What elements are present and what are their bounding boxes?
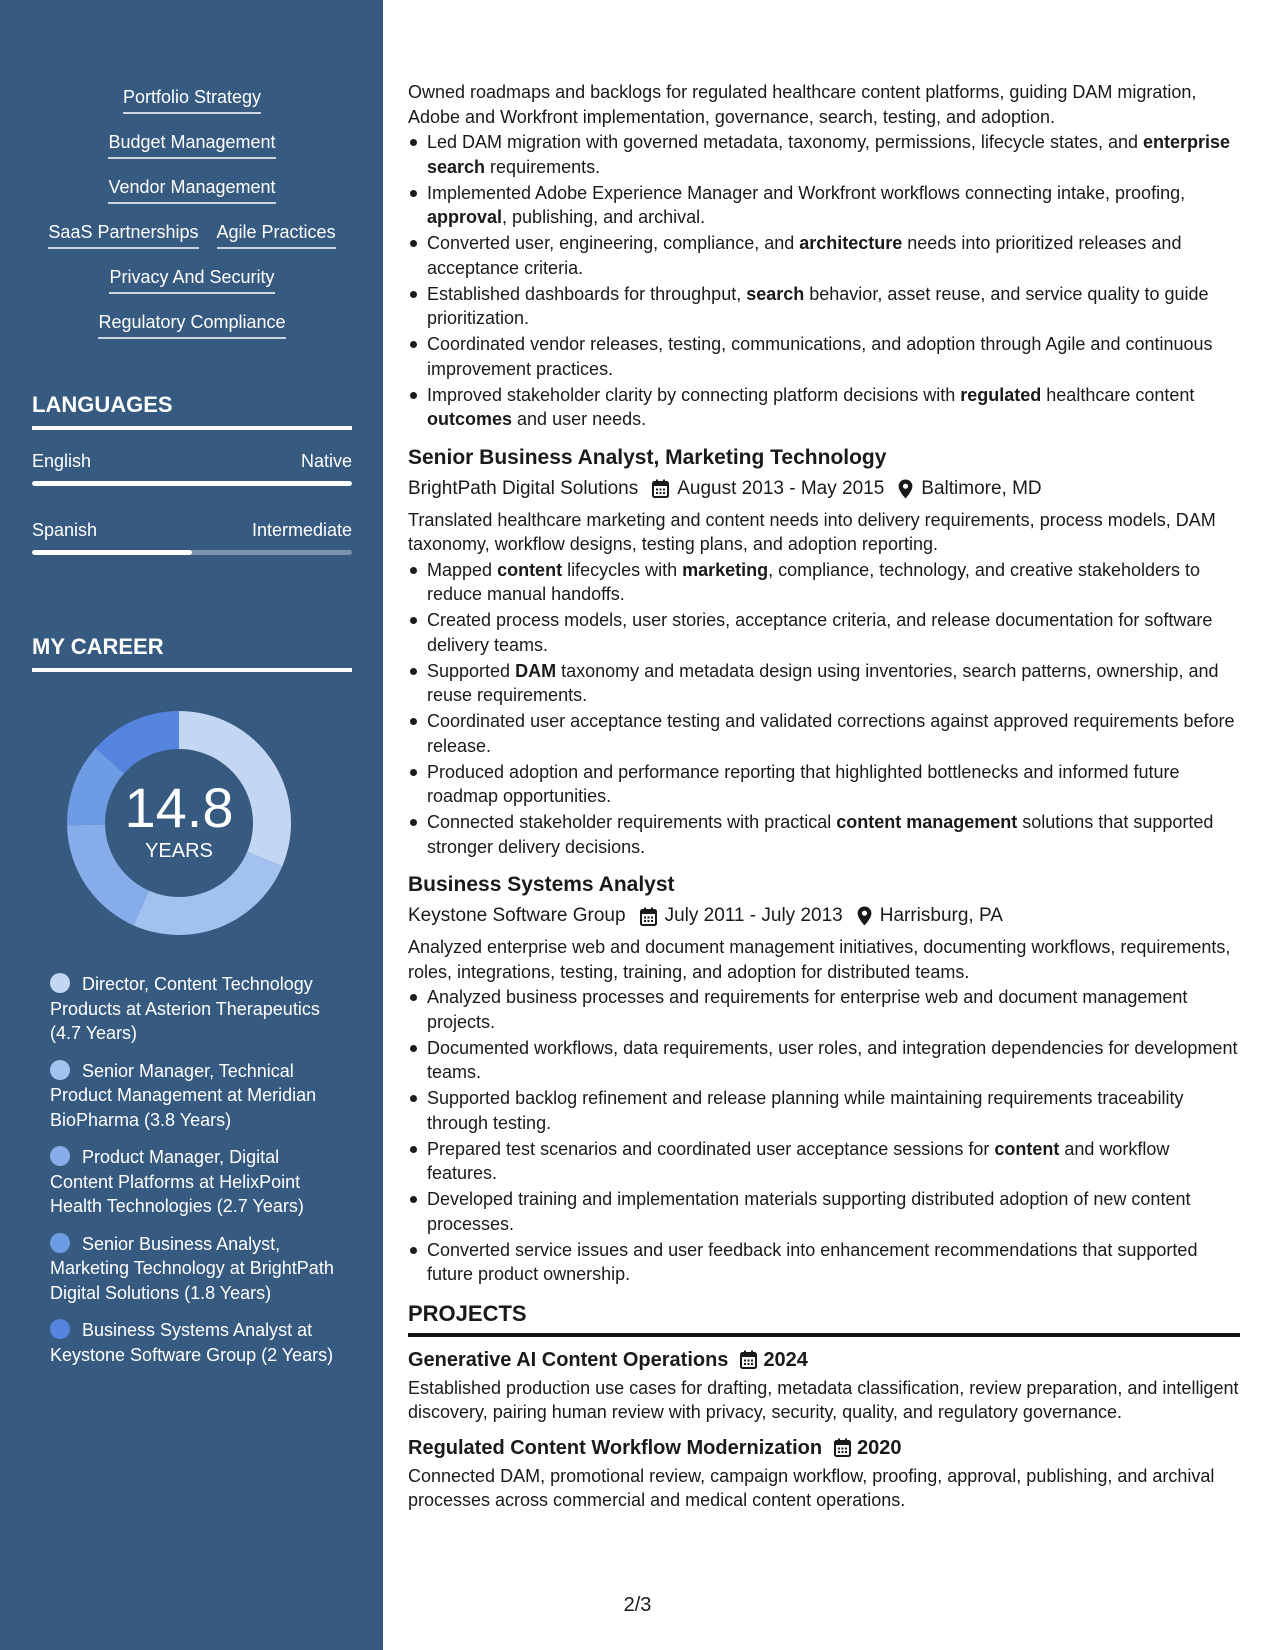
job-summary: Owned roadmaps and backlogs for regulated healthcare content platforms, guiding DAM migration, Adobe and Workfront implementation, governance, search, testing, and adoption.: [408, 82, 1197, 127]
skill-tag: SaaS Partnerships: [48, 221, 198, 249]
sidebar: [0, 0, 383, 1650]
bold-keyword: regulated: [960, 384, 1042, 405]
job-entry: [408, 872, 1240, 1287]
job-bullets: [408, 558, 1240, 860]
bullet-item: [408, 1238, 1240, 1287]
project-description: Connected DAM, promotional review, campaign workflow, proofing, approval, publishing, and archival processes across commercial and medical content operations.: [408, 1465, 1215, 1510]
bullet-text: solutions that supported stronger delivery decisions.: [427, 812, 1214, 857]
job-title: Senior Business Analyst, Marketing Technology: [408, 445, 887, 469]
project-title: Regulated Content Workflow Modernization: [408, 1436, 823, 1459]
language-level: Native: [300, 451, 352, 471]
bullet-text: Coordinated user acceptance testing and validated corrections against approved requirements before release.: [427, 711, 1235, 756]
language-proficiency-bar: [32, 481, 352, 486]
bullet-item: [408, 985, 1240, 1034]
bullet-text: Coordinated vendor releases, testing, communications, and adoption through Agile and continuous improvement practices.: [427, 334, 1213, 379]
skill-tag: Vendor Management: [108, 176, 275, 204]
bullet-text: Supported: [427, 660, 516, 681]
projects-list: [408, 1347, 1240, 1513]
legend-dot: [50, 1233, 70, 1253]
bold-keyword: architecture: [799, 233, 903, 253]
experience-list: [408, 445, 1240, 1287]
job-dates: August 2013 - May 2015: [677, 477, 885, 499]
skill-tag: Agile Practices: [217, 221, 336, 249]
bullet-item: [408, 810, 1240, 859]
project-title-row: [408, 1347, 1240, 1373]
location-pin-icon: [857, 906, 872, 926]
job-bullets: [408, 130, 1240, 432]
bullet-text: Connected stakeholder requirements with practical: [427, 812, 837, 832]
language-spanish: [32, 519, 352, 555]
bold-keyword: search: [746, 283, 805, 304]
company-name: BrightPath Digital Solutions: [408, 477, 639, 499]
career-legend-text: Director, Content Technology Products at Asterion Therapeutics (4.7 Years): [50, 974, 320, 1043]
skill-tag: Regulatory Compliance: [98, 311, 285, 339]
bullet-text: behavior, asset reuse, and service quality to guide prioritization.: [427, 283, 1209, 328]
career-donut-chart: [67, 711, 291, 935]
bullet-text: healthcare content: [1041, 384, 1195, 405]
skills-list: [32, 86, 352, 356]
bullet-text: Mapped: [427, 559, 498, 580]
project-year: 2024: [763, 1348, 808, 1371]
career-legend-item: [50, 1059, 340, 1133]
job-entry: [408, 445, 1240, 860]
skill-tag: Budget Management: [108, 131, 275, 159]
calendar-icon: [640, 907, 657, 926]
career-legend-text: Senior Business Analyst, Marketing Technology at BrightPath Digital Solutions (1.8 Years): [50, 1233, 334, 1303]
language-english: [32, 450, 352, 486]
bullet-item: [408, 383, 1240, 432]
project-entry: [408, 1347, 1240, 1425]
bullet-text: and workflow features.: [427, 1138, 1170, 1183]
job-meta: [408, 903, 1240, 929]
bullet-text: Created process models, user stories, acceptance criteria, and release documentation for software delivery teams.: [427, 610, 1213, 655]
bullet-item: [408, 1187, 1240, 1236]
project-title-row: [408, 1435, 1240, 1461]
language-level: Intermediate: [251, 520, 352, 540]
career-total-years: 14.8: [124, 776, 234, 839]
languages-heading: LANGUAGES: [32, 392, 352, 430]
language-name: English: [32, 451, 92, 471]
bullet-text: Led DAM migration with governed metadata, taxonomy, permissions, lifecycle states, and: [427, 132, 1144, 152]
bullet-text: , publishing, and archival.: [502, 207, 706, 227]
language-proficiency-bar: [32, 550, 352, 555]
calendar-icon: [740, 1350, 757, 1369]
bold-keyword: DAM: [515, 660, 557, 681]
job-meta: [408, 476, 1240, 502]
bullet-item: [408, 558, 1240, 607]
job-summary: Analyzed enterprise web and document management initiatives, documenting workflows, requirements, roles, integrations, testing, training, and adoption for distributed teams.: [408, 937, 1231, 982]
career-legend-text: Business Systems Analyst at Keystone Software Group (2 Years): [50, 1320, 334, 1365]
career-legend-text: Senior Manager, Technical Product Management at Meridian BioPharma (3.8 Years): [50, 1060, 317, 1130]
projects-heading: PROJECTS: [408, 1301, 1240, 1337]
bullet-item: [408, 659, 1240, 708]
job-location: Baltimore, MD: [921, 477, 1042, 499]
location-pin-icon: [898, 479, 913, 499]
bullet-item: [408, 608, 1240, 657]
language-name: Spanish: [32, 520, 98, 540]
main-content: [408, 80, 1240, 1514]
bold-keyword: content management: [836, 812, 1018, 832]
project-description: Established production use cases for drafting, metadata classification, review preparation, and intelligent discovery, pairing human review with privacy, security, quality, and regulatory governance.: [408, 1377, 1239, 1422]
bullet-text: Implemented Adobe Experience Manager and Workfront workflows connecting intake, proofing,: [427, 182, 1186, 203]
bullet-item: [408, 1086, 1240, 1135]
career-legend-item: [50, 972, 340, 1046]
career-heading: MY CAREER: [32, 634, 352, 672]
bullet-item: [408, 709, 1240, 758]
skill-tag: Privacy And Security: [109, 266, 274, 294]
bullet-item: [408, 282, 1240, 331]
bullet-text: Developed training and implementation materials supporting distributed adoption of new content processes.: [427, 1189, 1191, 1234]
bullet-item: [408, 332, 1240, 381]
bullet-text: and user needs.: [512, 409, 647, 429]
bullet-text: Produced adoption and performance reporting that highlighted bottlenecks and informed future roadmap opportunities.: [427, 761, 1180, 806]
career-legend-item: [50, 1145, 340, 1219]
project-title: Generative AI Content Operations: [408, 1348, 729, 1371]
bold-keyword: outcomes: [427, 409, 513, 429]
bullet-text: needs into prioritized releases and acceptance criteria.: [427, 233, 1182, 278]
bullet-text: taxonomy and metadata design using inventories, search patterns, ownership, and reuse requirements.: [427, 660, 1219, 705]
calendar-icon: [834, 1438, 851, 1457]
bullet-text: Converted service issues and user feedback into enhancement recommendations that supported future product ownership.: [427, 1239, 1198, 1284]
bullet-item: [408, 130, 1240, 179]
project-year: 2020: [857, 1436, 902, 1459]
bullet-text: Prepared test scenarios and coordinated user acceptance sessions for: [427, 1138, 995, 1159]
bullet-text: lifecycles with: [562, 559, 683, 580]
bullet-text: Documented workflows, data requirements, user roles, and integration dependencies for development teams.: [427, 1037, 1238, 1082]
job-bullets: [408, 985, 1240, 1287]
bullet-text: Converted user, engineering, compliance, and: [427, 233, 800, 253]
legend-dot: [50, 1319, 70, 1339]
bold-keyword: content: [994, 1138, 1060, 1159]
job-title: Business Systems Analyst: [408, 873, 675, 896]
bold-keyword: approval: [427, 207, 503, 227]
career-total-unit: YEARS: [145, 840, 213, 862]
bullet-item: [408, 1137, 1240, 1186]
bullet-text: Established dashboards for throughput,: [427, 283, 747, 304]
career-legend: [50, 972, 340, 1380]
bullet-item: [408, 1036, 1240, 1085]
job-summary: Translated healthcare marketing and content needs into delivery requirements, process models, DAM taxonomy, workflow designs, testing plans, and adoption reporting.: [408, 509, 1216, 554]
legend-dot: [50, 973, 70, 993]
career-legend-item: [50, 1232, 340, 1306]
career-legend-text: Product Manager, Digital Content Platforms at HelixPoint Health Technologies (2.7 Years): [50, 1147, 304, 1216]
job-location: Harrisburg, PA: [879, 905, 1003, 926]
bullet-text: Supported backlog refinement and release planning while maintaining requirements traceability through testing.: [427, 1088, 1184, 1133]
job-dates: July 2011 - July 2013: [664, 905, 843, 926]
bullet-text: Analyzed business processes and requirements for enterprise web and document management projects.: [427, 987, 1188, 1032]
bullet-text: requirements.: [485, 156, 601, 177]
bullet-item: [408, 231, 1240, 280]
bold-keyword: content: [497, 559, 563, 580]
legend-dot: [50, 1060, 70, 1080]
project-entry: [408, 1435, 1240, 1513]
bold-keyword: enterprise search: [427, 132, 1231, 177]
legend-dot: [50, 1146, 70, 1166]
bullet-text: , compliance, technology, and creative stakeholders to reduce manual handoffs.: [427, 559, 1201, 604]
company-name: Keystone Software Group: [408, 905, 626, 926]
bullet-item: [408, 181, 1240, 230]
bullet-text: Improved stakeholder clarity by connecting platform decisions with: [427, 384, 961, 405]
bold-keyword: marketing: [682, 559, 769, 580]
career-legend-item: [50, 1318, 340, 1367]
skill-tag: Portfolio Strategy: [123, 86, 261, 114]
page-number: 2/3: [623, 1594, 652, 1616]
calendar-icon: [652, 479, 669, 498]
bullet-item: [408, 760, 1240, 809]
